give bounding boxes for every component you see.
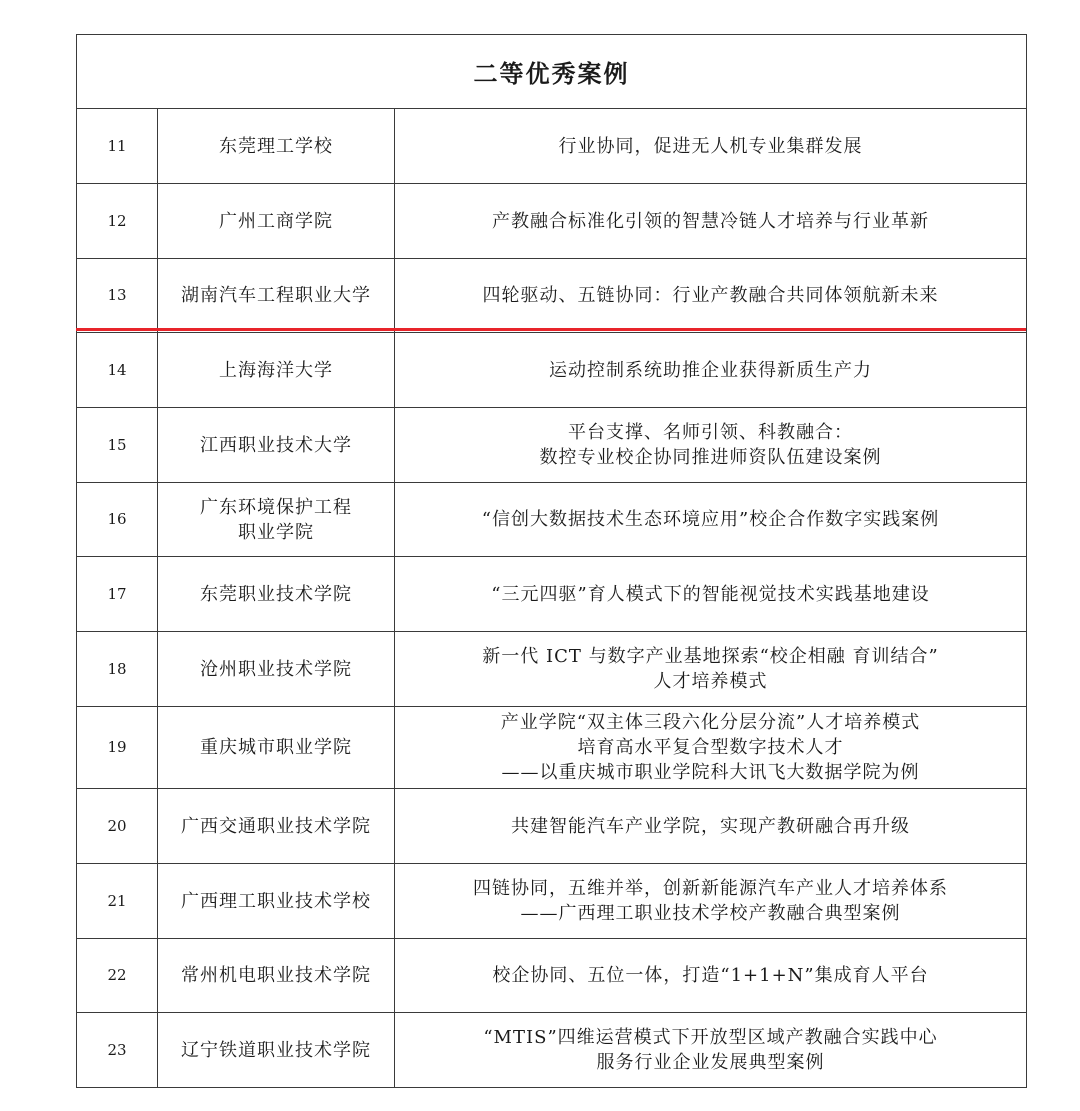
row-number: 20	[77, 789, 158, 864]
school-name	[158, 184, 395, 259]
row-number: 13	[77, 259, 158, 333]
school-name-line: 辽宁铁道职业技术学院	[181, 1039, 371, 1061]
row-number: 15	[77, 408, 158, 483]
case-title	[395, 1013, 1027, 1088]
table-row	[77, 408, 1027, 483]
school-name-line: 沧州职业技术学院	[200, 658, 352, 680]
table-row	[77, 259, 1027, 333]
case-title-line: 产教融合标准化引领的智慧冷链人才培养与行业革新	[492, 210, 929, 232]
case-title-line: “MTIS”四维运营模式下开放型区域产教融合实践中心	[483, 1027, 938, 1048]
school-name-line: 湖南汽车工程职业大学	[181, 285, 371, 306]
school-name-line: 东莞职业技术学院	[200, 583, 352, 605]
school-name-line: 职业学院	[238, 521, 314, 543]
school-name-line: 江西职业技术大学	[200, 434, 352, 456]
case-title-line: ——广西理工职业技术学校产教融合典型案例	[520, 903, 901, 924]
row-number: 19	[77, 707, 158, 789]
case-title-line: 数控专业校企协同推进师资队伍建设案例	[539, 447, 882, 468]
table-row	[77, 109, 1027, 184]
case-title	[395, 864, 1027, 939]
case-title-line: “三元四驱”育人模式下的智能视觉技术实践基地建设	[491, 583, 930, 605]
row-number: 23	[77, 1013, 158, 1088]
case-title	[395, 632, 1027, 707]
school-name-line: 重庆城市职业学院	[200, 737, 352, 758]
table-row	[77, 333, 1027, 408]
row-number: 14	[77, 333, 158, 408]
school-name	[158, 557, 395, 632]
case-title	[395, 557, 1027, 632]
table-row	[77, 483, 1027, 557]
table-row	[77, 184, 1027, 259]
case-title-line: 四轮驱动、五链协同：行业产教融合共同体领航新未来	[482, 285, 939, 306]
case-title-line: 共建智能汽车产业学院，实现产教研融合再升级	[511, 815, 910, 837]
table-row	[77, 1013, 1027, 1088]
school-name-line: 常州机电职业技术学院	[181, 965, 371, 986]
row-number: 17	[77, 557, 158, 632]
row-number: 22	[77, 939, 158, 1013]
row-number: 11	[77, 109, 158, 184]
school-name	[158, 408, 395, 483]
school-name	[158, 259, 395, 333]
case-title-line: ——以重庆城市职业学院科大讯飞大数据学院为例	[501, 762, 920, 783]
table-body	[77, 109, 1027, 1088]
row-number: 18	[77, 632, 158, 707]
school-name-line: 广西理工职业技术学校	[181, 890, 371, 912]
table-row	[77, 789, 1027, 864]
case-title	[395, 184, 1027, 259]
school-name-line: 上海海洋大学	[219, 359, 333, 381]
case-title-line: 平台支撑、名师引领、科教融合：	[568, 422, 853, 443]
table-row	[77, 939, 1027, 1013]
red-highlight-line	[76, 328, 1026, 331]
school-name	[158, 789, 395, 864]
case-title	[395, 483, 1027, 557]
school-name	[158, 864, 395, 939]
award-table	[76, 34, 1027, 1088]
school-name	[158, 707, 395, 789]
school-name	[158, 1013, 395, 1088]
case-title	[395, 333, 1027, 408]
table-row	[77, 632, 1027, 707]
case-title-line: “信创大数据技术生态环境应用”校企合作数字实践案例	[481, 509, 940, 530]
row-number: 12	[77, 184, 158, 259]
title-row	[77, 35, 1027, 109]
school-name	[158, 632, 395, 707]
school-name	[158, 109, 395, 184]
case-title	[395, 707, 1027, 789]
case-title-line: 人才培养模式	[653, 671, 768, 692]
case-title-line: 四链协同，五维并举，创新新能源汽车产业人才培养体系	[473, 878, 948, 899]
case-title	[395, 408, 1027, 483]
row-number: 16	[77, 483, 158, 557]
school-name-line: 广州工商学院	[219, 210, 333, 232]
row-number: 21	[77, 864, 158, 939]
school-name	[158, 483, 395, 557]
school-name-line: 广西交通职业技术学院	[181, 815, 371, 837]
case-title-line: 校企协同、五位一体，打造“1+1+N”集成育人平台	[492, 965, 929, 986]
school-name-line: 东莞理工学校	[219, 135, 333, 157]
case-title-line: 运动控制系统助推企业获得新质生产力	[549, 359, 872, 381]
case-title	[395, 109, 1027, 184]
school-name	[158, 333, 395, 408]
case-title-line: 行业协同，促进无人机专业集群发展	[558, 135, 863, 157]
case-title-line: 新一代 ICT 与数字产业基地探索“校企相融 育训结合”	[482, 646, 939, 667]
school-name	[158, 939, 395, 1013]
table-row	[77, 864, 1027, 939]
case-title	[395, 789, 1027, 864]
table-row	[77, 707, 1027, 789]
case-title	[395, 259, 1027, 333]
case-title	[395, 939, 1027, 1013]
case-title-line: 服务行业企业发展典型案例	[596, 1052, 825, 1073]
case-title-line: 培育高水平复合型数字技术人才	[577, 737, 844, 758]
table-row	[77, 557, 1027, 632]
school-name-line: 广东环境保护工程	[200, 496, 352, 518]
table-title: 二等优秀案例	[77, 35, 1027, 109]
case-title-line: 产业学院“双主体三段六化分层分流”人才培养模式	[500, 712, 921, 733]
